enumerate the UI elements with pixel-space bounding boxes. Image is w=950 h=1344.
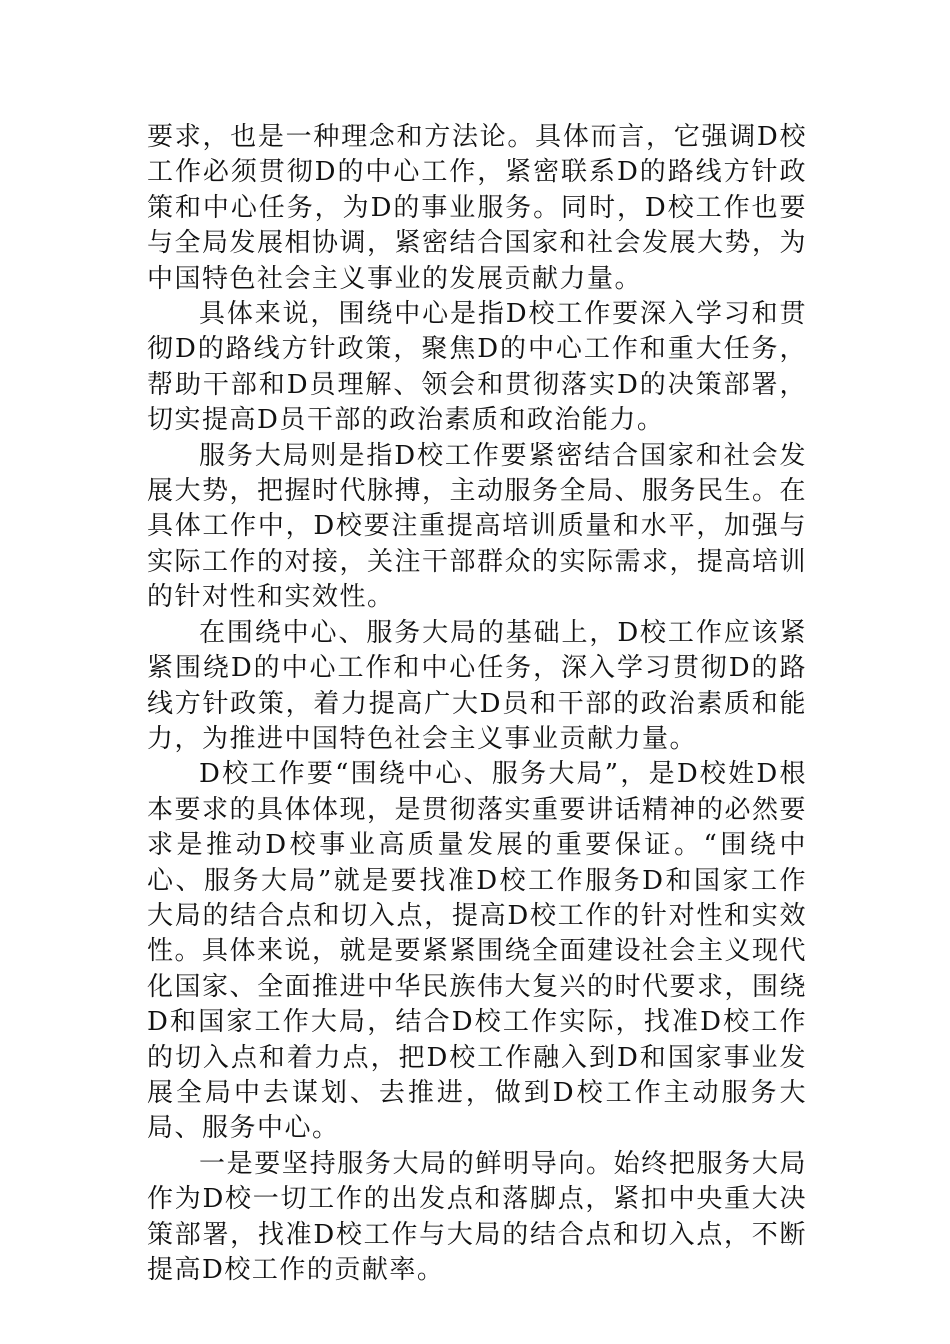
paragraph: 一是要坚持服务大局的鲜明导向。始终把服务大局作为D校一切工作的出发点和落脚点，紧扣中央重大决策部署，找准D校工作与大局的结合点和切入点，不断提高D校工作的贡献率。	[147, 1148, 807, 1285]
paragraph: 在围绕中心、服务大局的基础上，D校工作应该紧紧围绕D的中心工作和中心任务，深入学习贯彻D的路线方针政策，着力提高广大D员和干部的政治素质和能力，为推进中国特色社会主义事业贡献力量。	[147, 617, 807, 754]
paragraph-continued: 要求，也是一种理念和方法论。具体而言，它强调D校工作必须贯彻D的中心工作，紧密联系D的路线方针政策和中心任务，为D的事业服务。同时，D校工作也要与全局发展相协调，紧密结合国家和社会发展大势，为中国特色社会主义事业的发展贡献力量。	[147, 122, 808, 294]
document-body	[147, 120, 807, 1288]
paragraph: D校工作要“围绕中心、服务大局”，是D校姓D根本要求的具体体现，是贯彻落实重要讲话精神的必然要求是推动D校事业高质量发展的重要保证。“围绕中心、服务大局”就是要找准D校工作服务D和国家工作大局的结合点和切入点，提高D校工作的针对性和实效性。具体来说，就是要紧紧围绕全面建设社会主义现代化国家、全面推进中华民族伟大复兴的时代要求，围绕D和国家工作大局，结合D校工作实际，找准D校工作的切入点和着力点，把D校工作融入到D和国家事业发展全局中去谋划、去推进，做到D校工作主动服务大局、服务中心。	[147, 759, 808, 1144]
paragraph: 服务大局则是指D校工作要紧密结合国家和社会发展大势，把握时代脉搏，主动服务全局、服务民生。在具体工作中，D校要注重提高培训质量和水平，加强与实际工作的对接，关注干部群众的实际需求，提高培训的针对性和实效性。	[147, 440, 808, 613]
paragraph: 具体来说，围绕中心是指D校工作要深入学习和贯彻D的路线方针政策，聚焦D的中心工作和重大任务，帮助干部和D员理解、领会和贯彻落实D的决策部署，切实提高D员干部的政治素质和政治能力。	[147, 299, 807, 436]
